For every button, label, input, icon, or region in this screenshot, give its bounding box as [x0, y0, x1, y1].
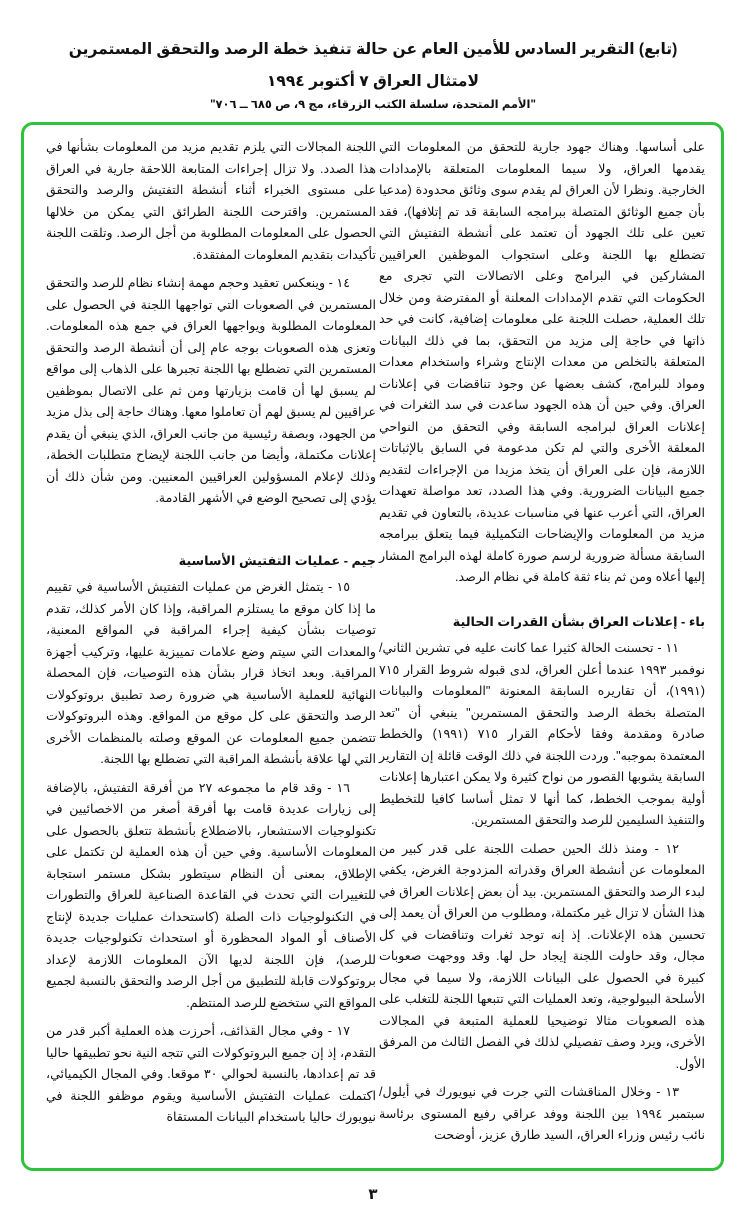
paragraph-11: ١١ - تحسنت الحالة كثيرا عما كانت عليه في تشرين الثاني/ نوفمبر ١٩٩٣ عندما أعلن العراق، لدى قبوله شروط القرار ٧١٥ (١٩٩١)، أن تقاريره السابقة المعنونة "المعلومات والبيانات المتصلة بخطة الرصد والتحقق المستمرين" ينبغي أن "تعد صادرة ومقدمة وفقا لأحكام القرار ٧١٥ (١٩٩١) والخطط المعتمدة بموجبه". وردت اللجنة في ذلك الوقت قائلة إن التقارير السابقة يشوبها القصور من نواح كثيرة ولا يمكن اعتبارها إعلانات أولية بموجب الخطط، كما أنها لا تمثل أساسا كافيا للتخطيط والتنفيذ السليمين للرصد والتحقق المستمرين. — [379, 641, 705, 827]
document-header — [0, 0, 746, 114]
paragraph-continued: اللجنة المجالات التي يلزم تقديم مزيد من المعلومات بشأنها في هذا الصدد. ولا تزال إجراءات المتابعة اللاحقة جارية في العراق على مستوى الخبراء أثناء أنشطة التفتيش والرصد والتحقق المستمرين. واقترحت اللجنة الطرائق التي يمكن من خلالها الحصول على المعلومات المطلوبة من أجل الرصد. وتلقت اللجنة تأكيدات بتقديم المعلومات المفتقدة. — [46, 140, 376, 262]
right-column — [379, 137, 705, 1154]
page-number: ٣ — [368, 1185, 378, 1203]
paragraph-15: ١٥ - يتمثل الغرض من عمليات التفتيش الأساسية في تقييم ما إذا كان موقع ما يستلزم المراقبة، وإذا كان الأمر كذلك، تقدم توصيات بشأن كيفية إجراء المراقبة في المواقع المعنية، والمعدات التي سيتم وضع علامات تمييزية عليها، وتركيب أجهزة المراقبة. وبعد اتخاذ قرار بشأن هذه التوصيات، فإن المحصلة النهائية للعملية الأساسية هي ضرورة رصد تطبيق بروتوكولات الرصد والتحقق على كل موقع من المواقع. وهذه البروتوكولات تتضمن جميع المعلومات عن الموقع وصلته بالمنظمات الأخرى التي لها علاقة بأنشطة المراقبة التي تضطلع بها اللجنة. — [46, 580, 376, 766]
section-heading-b: باء - إعلانات العراق بشأن القدرات الحالية — [452, 613, 705, 629]
paragraph-13: ١٣ - وخلال المناقشات التي جرت في نيويورك في أيلول/ سبتمبر ١٩٩٤ بين اللجنة ووفد عراقي رفيع المستوى برئاسة نائب رئيس وزراء العراق، السيد طارق عزيز، أوضحت — [379, 1085, 705, 1142]
paragraph-14: ١٤ - وينعكس تعقيد وحجم مهمة إنشاء نظام للرصد والتحقق المستمرين في الصعوبات التي تواجهها اللجنة في الحصول على المعلومات المطلوبة ويواجهها العراق في جمع هذه المعلومات. وتعزى هذه الصعوبات بوجه عام إلى أن أنشطة الرصد والتحقق المستمرين التي تضطلع بها اللجنة تجبرها على الذهاب إلى مواقع لم يسبق لها أن قامت بزيارتها ومن ثم على الاتصال بموظفين عراقيين لم يسبق لهم أن تعاملوا معها. وهناك حاجة إلى بذل مزيد من الجهود، وبصفة رئيسية من جانب العراق، الذي ينبغي أن يقدم إعلانات مكتملة، وأيضا من جانب اللجنة لإيضاح متطلبات الخطة، وذلك لإعلام المسؤولين العراقيين المعنيين. ومن شأن ذلك أن يؤدي إلى تصحيح الوضع في الأشهر القادمة. — [46, 276, 376, 505]
document-title: (تابع) التقرير السادس للأمين العام عن حالة تنفيذ خطة الرصد والتحقق المستمرين — [68, 41, 678, 58]
source-citation: "الأمم المتحدة، سلسلة الكتب الزرقاء، مج ٩، ص ٦٨٥ ــ ٧٠٦" — [210, 99, 536, 111]
content-frame — [21, 122, 724, 1171]
paragraph-17: ١٧ - وفي مجال القذائف، أحرزت هذه العملية أكبر قدر من التقدم، إذ إن جميع البروتوكولات التي تتجه النية نحو تطبيقها حاليا قد تم إعدادها، بالنسبة لحوالي ٣٠ موقعا. وفي المجال الكيميائي، اكتملت عمليات التفتيش الأساسية ويقوم موظفو اللجنة في نيويورك حاليا باستخدام البيانات المستقاة — [46, 1024, 376, 1124]
paragraph-12: ١٢ - ومنذ ذلك الحين حصلت اللجنة على قدر كبير من المعلومات عن أنشطة العراق وقدراته المزدوجة الغرض، يكفي لبدء الرصد والتحقق المستمرين. بيد أن بعض إعلانات العراق في هذا الشأن لا تزال غير مكتملة، ومطلوب من العراق أن يعمد إلى تحسين هذه الإعلانات. إذ إنه توجد ثغرات وتناقضات في كل مجال، وقد حاولت اللجنة إيجاد حل لها. وقد ووجهت صعوبات كبيرة في الحصول على البيانات اللازمة، ولا سيما في مجال الأسلحة البيولوجية، وتعد العمليات التي تتبعها اللجنة للتغلب على هذه الصعوبات مثالا توضيحيا للعملية المتبعة في المجالات الأخرى، ويرد وصف تفصيلي لذلك في الفصل الثالث من المرفق الأول. — [379, 841, 705, 1071]
paragraph-16: ١٦ - وقد قام ما مجموعه ٢٧ من أفرقة التفتيش، بالإضافة إلى زيارات عديدة قامت بها أفرقة أصغر من الاخصائيين في تكنولوجيات الاستشعار، بالاضطلاع بأنشطة تتعلق بالحصول على المعلومات الأساسية. وفي حين أن هذه العملية لن تكتمل على الإطلاق، بمعنى أن النظام سيتطور بشكل مستمر استجابة للتغييرات التي تحدث في القاعدة الصناعية للعراق والتطورات في التكنولوجيات ذات الصلة (كاستحداث عمليات جديدة لإنتاج الأصناف أو المواد المحظورة أو استحداث تكنولوجيات جديدة للرصد)، فإن اللجنة لديها الآن المعلومات اللازمة لإعداد بروتوكولات قابلة للتطبيق من أجل الرصد والتحقق بالنسبة لجميع المواقع التي ستخضع للرصد المنتظم. — [46, 780, 376, 1010]
document-subtitle: لامتثال العراق ٧ أكتوبر ١٩٩٤ — [266, 73, 480, 90]
left-column — [46, 137, 376, 1154]
section-heading-c: جيم - عمليات التفتيش الأساسية — [178, 552, 376, 568]
paragraph-continued: على أساسها. وهناك جهود جارية للتحقق من المعلومات التي يقدمها العراق، ولا سيما المعلومات المتعلقة بالإمدادات الخارجية. ونظرا لأن العراق لم يقدم سوى وثائق محدودة (مدعيا بأن جميع الوثائق المتصلة ببرامجه السابقة قد تم إتلافها)، فقد تعين على تلك الجهود أن تعتمد على أنشطة التفتيش التي تضطلع بها اللجنة وعلى استجواب الموظفين العراقيين المشاركين في البرامج وعلى الاتصالات التي تجرى مع الحكومات التي تقدم الإمدادات المعلنة أو المفترضة ومن خلال تلك العملية، حصلت اللجنة على معلومات إضافية، كانت في حد ذاتها في حاجة إلى مزيد من التحقق، بما في ذلك البيانات المتعلقة بالتخلص من معدات الإنتاج وشراء واستخدام معدات ومواد للبرامج، كشف بعضها عن وجود تناقضات في إعلانات العراق. وفي حين أن هذه الجهود ساعدت في سد الثغرات في إعلانات العراق لبرامجه السابقة وفي التحقق من النواحي المعلقة الأخرى والتي لم تكن مدعومة في السابق بالإثباتات اللازمة، فإن على العراق أن يتخذ مزيدا من الإجراءات لتقديم جميع البيانات الضرورية. وفي هذا الصدد، تعد مواصلة تعهدات العراق، التي أعرب عنها في مناسبات عديدة، بالتعاون في تقديم مزيد من المعلومات والإيضاحات التكميلية فيما يتعلق ببرامجه السابقة مسألة ضرورية لرسم صورة كاملة لهذه البرامج المشار إليها أعلاه ومن ثم بناء ثقة كاملة في نظام الرصد. — [379, 140, 705, 584]
